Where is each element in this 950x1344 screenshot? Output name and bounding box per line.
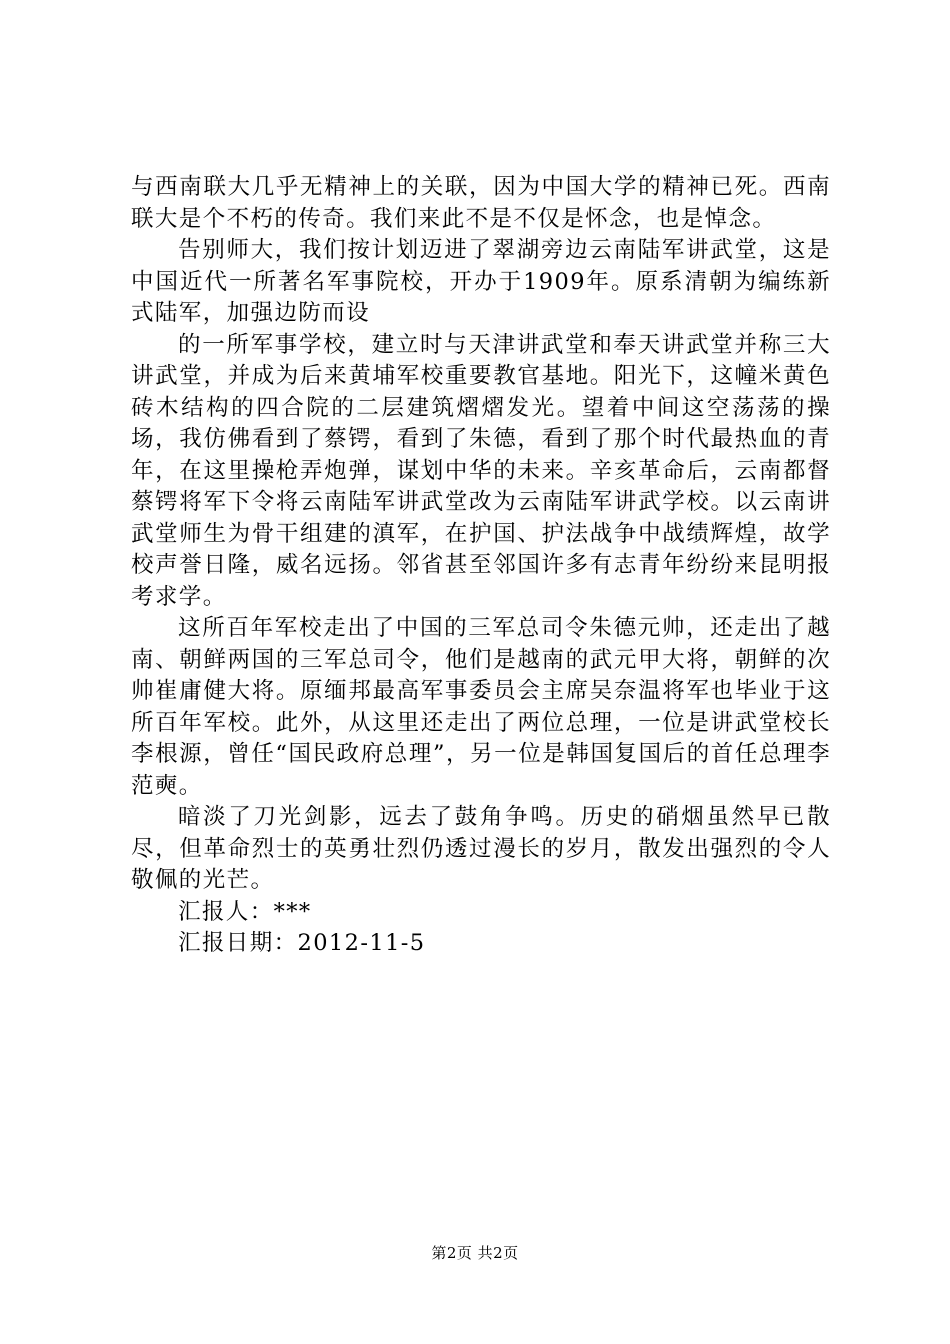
document-body — [131, 172, 831, 960]
page-footer — [0, 1243, 950, 1263]
paragraph-3: 的一所军事学校，建立时与天津讲武堂和奉天讲武堂并称三大讲武堂，并成为后来黄埔军校重要教官基地。阳光下，这幢米黄色砖木结构的四合院的二层建筑熠熠发光。望着中间这空荡荡的操场，我仿佛看到了蔡锷，看到了朱德，看到了那个时代最热血的青年，在这里操枪弄炮弹，谋划中华的未来。辛亥革命后，云南都督蔡锷将军下令将云南陆军讲武堂改为云南陆军讲武学校。以云南讲武堂师生为骨干组建的滇军，在护国、护法战争中战绩辉煌，故学校声誉日隆，威名远扬。邻省甚至邻国许多有志青年纷纷来昆明报考求学。 — [131, 331, 831, 610]
paragraph-4: 这所百年军校走出了中国的三军总司令朱德元帅，还走出了越南、朝鲜两国的三军总司令，他们是越南的武元甲大将，朝鲜的次帅崔庸健大将。原缅邦最高军事委员会主席吴奈温将军也毕业于这所百年军校。此外，从这里还走出了两位总理，一位是讲武堂校长李根源，曾任“国民政府总理”，另一位是韩国复国后的首任总理李范奭。 — [131, 615, 831, 799]
paragraph-2: 告别师大，我们按计划迈进了翠湖旁边云南陆军讲武堂，这是中国近代一所著名军事院校，开办于1909年。原系清朝为编练新式陆军，加强边防而设 — [131, 237, 831, 326]
page-indicator: 第2页 共2页 — [431, 1244, 519, 1262]
report-date-line: 汇报日期：2012-11-5 — [178, 930, 426, 956]
reporter-line: 汇报人：*** — [178, 898, 312, 925]
paragraph-1: 与西南联大几乎无精神上的关联，因为中国大学的精神已死。西南联大是个不朽的传奇。我们来此不是不仅是怀念，也是悼念。 — [131, 174, 831, 232]
paragraph-5: 暗淡了刀光剑影，远去了鼓角争鸣。历史的硝烟虽然早已散尽，但革命烈士的英勇壮烈仍透过漫长的岁月，散发出强烈的令人敬佩的光芒。 — [131, 804, 831, 893]
